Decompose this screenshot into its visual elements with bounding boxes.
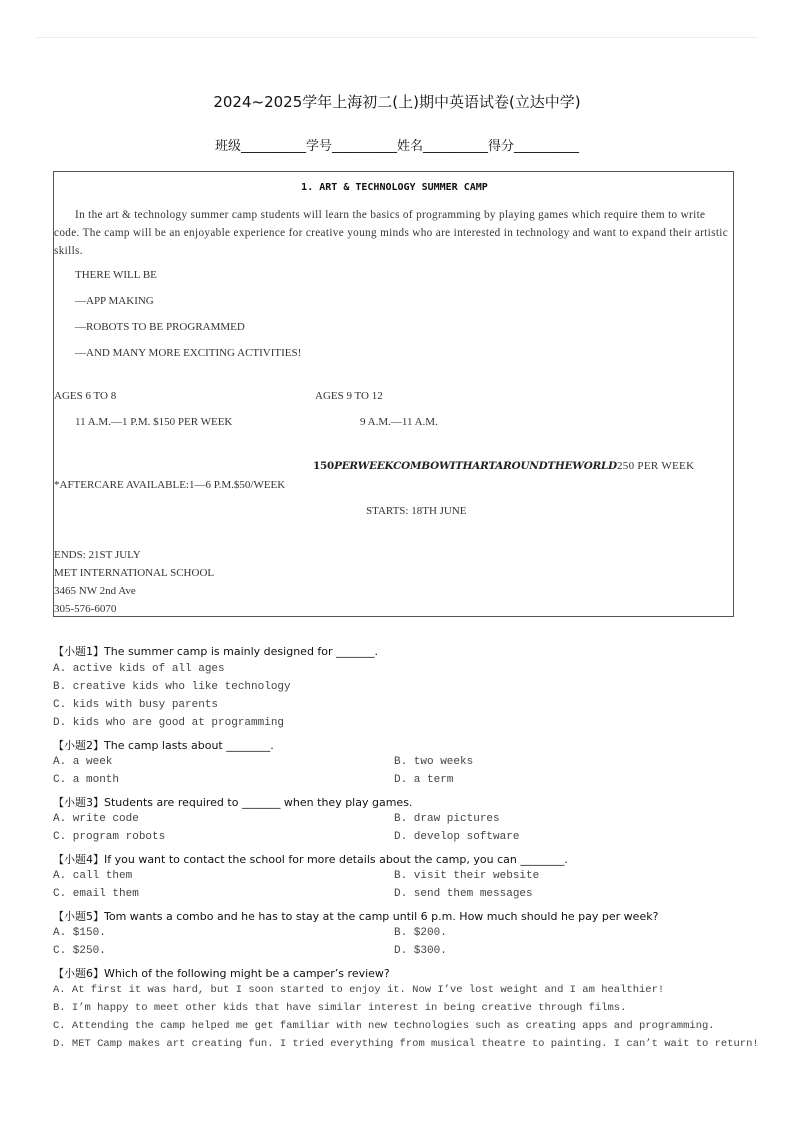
q5-option-d[interactable]: D. $300.	[394, 945, 447, 957]
question-3-stem: 【小题3】Students are required to _______ when they play games.	[53, 796, 413, 809]
school-name: MET INTERNATIONAL SCHOOL	[54, 567, 215, 579]
q4-option-c[interactable]: C. email them	[53, 888, 139, 900]
q5-option-b[interactable]: B. $200.	[394, 927, 447, 939]
score-label: 得分	[488, 139, 515, 154]
starts-date: STARTS: 18TH JUNE	[366, 505, 467, 517]
q5-option-c[interactable]: C. $250.	[53, 945, 106, 957]
q4-option-d[interactable]: D. send them messages	[394, 888, 533, 900]
name-blank[interactable]: __________	[423, 139, 489, 154]
q3-option-b[interactable]: B. draw pictures	[394, 813, 500, 825]
class-blank[interactable]: __________	[240, 139, 306, 154]
ages-left: AGES 6 TO 8	[54, 390, 117, 402]
page-title: 2024~2025学年上海初二(上)期中英语试卷(立达中学)	[213, 93, 581, 111]
class-label: 班级	[214, 139, 241, 154]
combo-suffix: 250 PER WEEK	[616, 460, 695, 472]
top-divider	[36, 37, 758, 38]
q3-option-d[interactable]: D. develop software	[394, 831, 520, 843]
q1-option-d[interactable]: D. kids who are good at programming	[53, 717, 285, 729]
q1-option-a[interactable]: A. active kids of all ages	[53, 663, 225, 675]
question-2-stem: 【小题2】The camp lasts about ________.	[53, 739, 274, 752]
q5-option-a[interactable]: A. $150.	[53, 927, 106, 939]
school-address: 3465 NW 2nd Ave	[54, 585, 136, 597]
there-will-be: THERE WILL BE	[75, 269, 157, 281]
q3-option-c[interactable]: C. program robots	[53, 831, 166, 843]
passage-paragraph: In the art & technology summer camp students will learn the basics of programming by playing games which require them to write code. The camp will be an enjoyable experience for creative young minds who are interested in technology and want to expand their artistic skills.	[54, 209, 729, 257]
school-phone: 305-576-6070	[54, 603, 117, 615]
combo-prefix: 150	[313, 460, 335, 472]
passage-title: 1. ART & TECHNOLOGY SUMMER CAMP	[301, 182, 488, 193]
q6-option-a[interactable]: A. At first it was hard, but I soon started to enjoy it. Now I’ve lost weight and I am healthier!	[53, 984, 665, 996]
question-1-stem: 【小题1】The summer camp is mainly designed for _______.	[53, 645, 379, 658]
q2-option-b[interactable]: B. two weeks	[394, 756, 474, 768]
student-info-line	[0, 135, 794, 154]
q2-option-a[interactable]: A. a week	[53, 756, 113, 768]
q6-option-b[interactable]: B. I’m happy to meet other kids that have similar interest in being creative through films.	[53, 1002, 627, 1014]
q6-option-d[interactable]: D. MET Camp makes art creating fun. I tried everything from musical theatre to painting. I can’t wait to return!	[53, 1038, 759, 1050]
q1-option-b[interactable]: B. creative kids who like technology	[53, 681, 291, 693]
aftercare: *AFTERCARE AVAILABLE:1—6 P.M.$50/WEEK	[54, 479, 286, 491]
q1-option-c[interactable]: C. kids with busy parents	[53, 699, 219, 711]
activity-item-more: —AND MANY MORE EXCITING ACTIVITIES!	[75, 347, 302, 359]
combo-line	[313, 460, 694, 472]
ends-date: ENDS: 21ST JULY	[54, 549, 141, 561]
number-blank[interactable]: __________	[332, 139, 397, 154]
q4-option-a[interactable]: A. call them	[53, 870, 133, 882]
ages-right: AGES 9 TO 12	[315, 390, 383, 402]
q2-option-d[interactable]: D. a term	[394, 774, 454, 786]
combo-italic: PERWEEKCOMBOWITHARTAROUNDTHEWORLD	[334, 460, 617, 472]
reading-passage-box	[53, 171, 734, 617]
time-right: 9 A.M.—11 A.M.	[360, 416, 438, 428]
q4-option-b[interactable]: B. visit their website	[394, 870, 540, 882]
name-label: 姓名	[397, 139, 424, 154]
activity-item-app: —APP MAKING	[75, 295, 154, 307]
number-label: 学号	[305, 139, 332, 154]
q6-option-c[interactable]: C. Attending the camp helped me get familiar with new technologies such as creating apps and programming.	[53, 1020, 715, 1032]
time-left: 11 A.M.—1 P.M. $150 PER WEEK	[75, 416, 233, 428]
question-5-stem: 【小题5】Tom wants a combo and he has to stay at the camp until 6 p.m. How much should he pay per week?	[53, 910, 659, 923]
question-6-stem: 【小题6】Which of the following might be a camper’s review?	[53, 967, 390, 980]
question-4-stem: 【小题4】If you want to contact the school for more details about the camp, you can ________.	[53, 853, 568, 866]
activity-item-robots: —ROBOTS TO BE PROGRAMMED	[75, 321, 245, 333]
q2-option-c[interactable]: C. a month	[53, 774, 120, 786]
q3-option-a[interactable]: A. write code	[53, 813, 139, 825]
score-blank[interactable]: __________	[514, 139, 580, 154]
